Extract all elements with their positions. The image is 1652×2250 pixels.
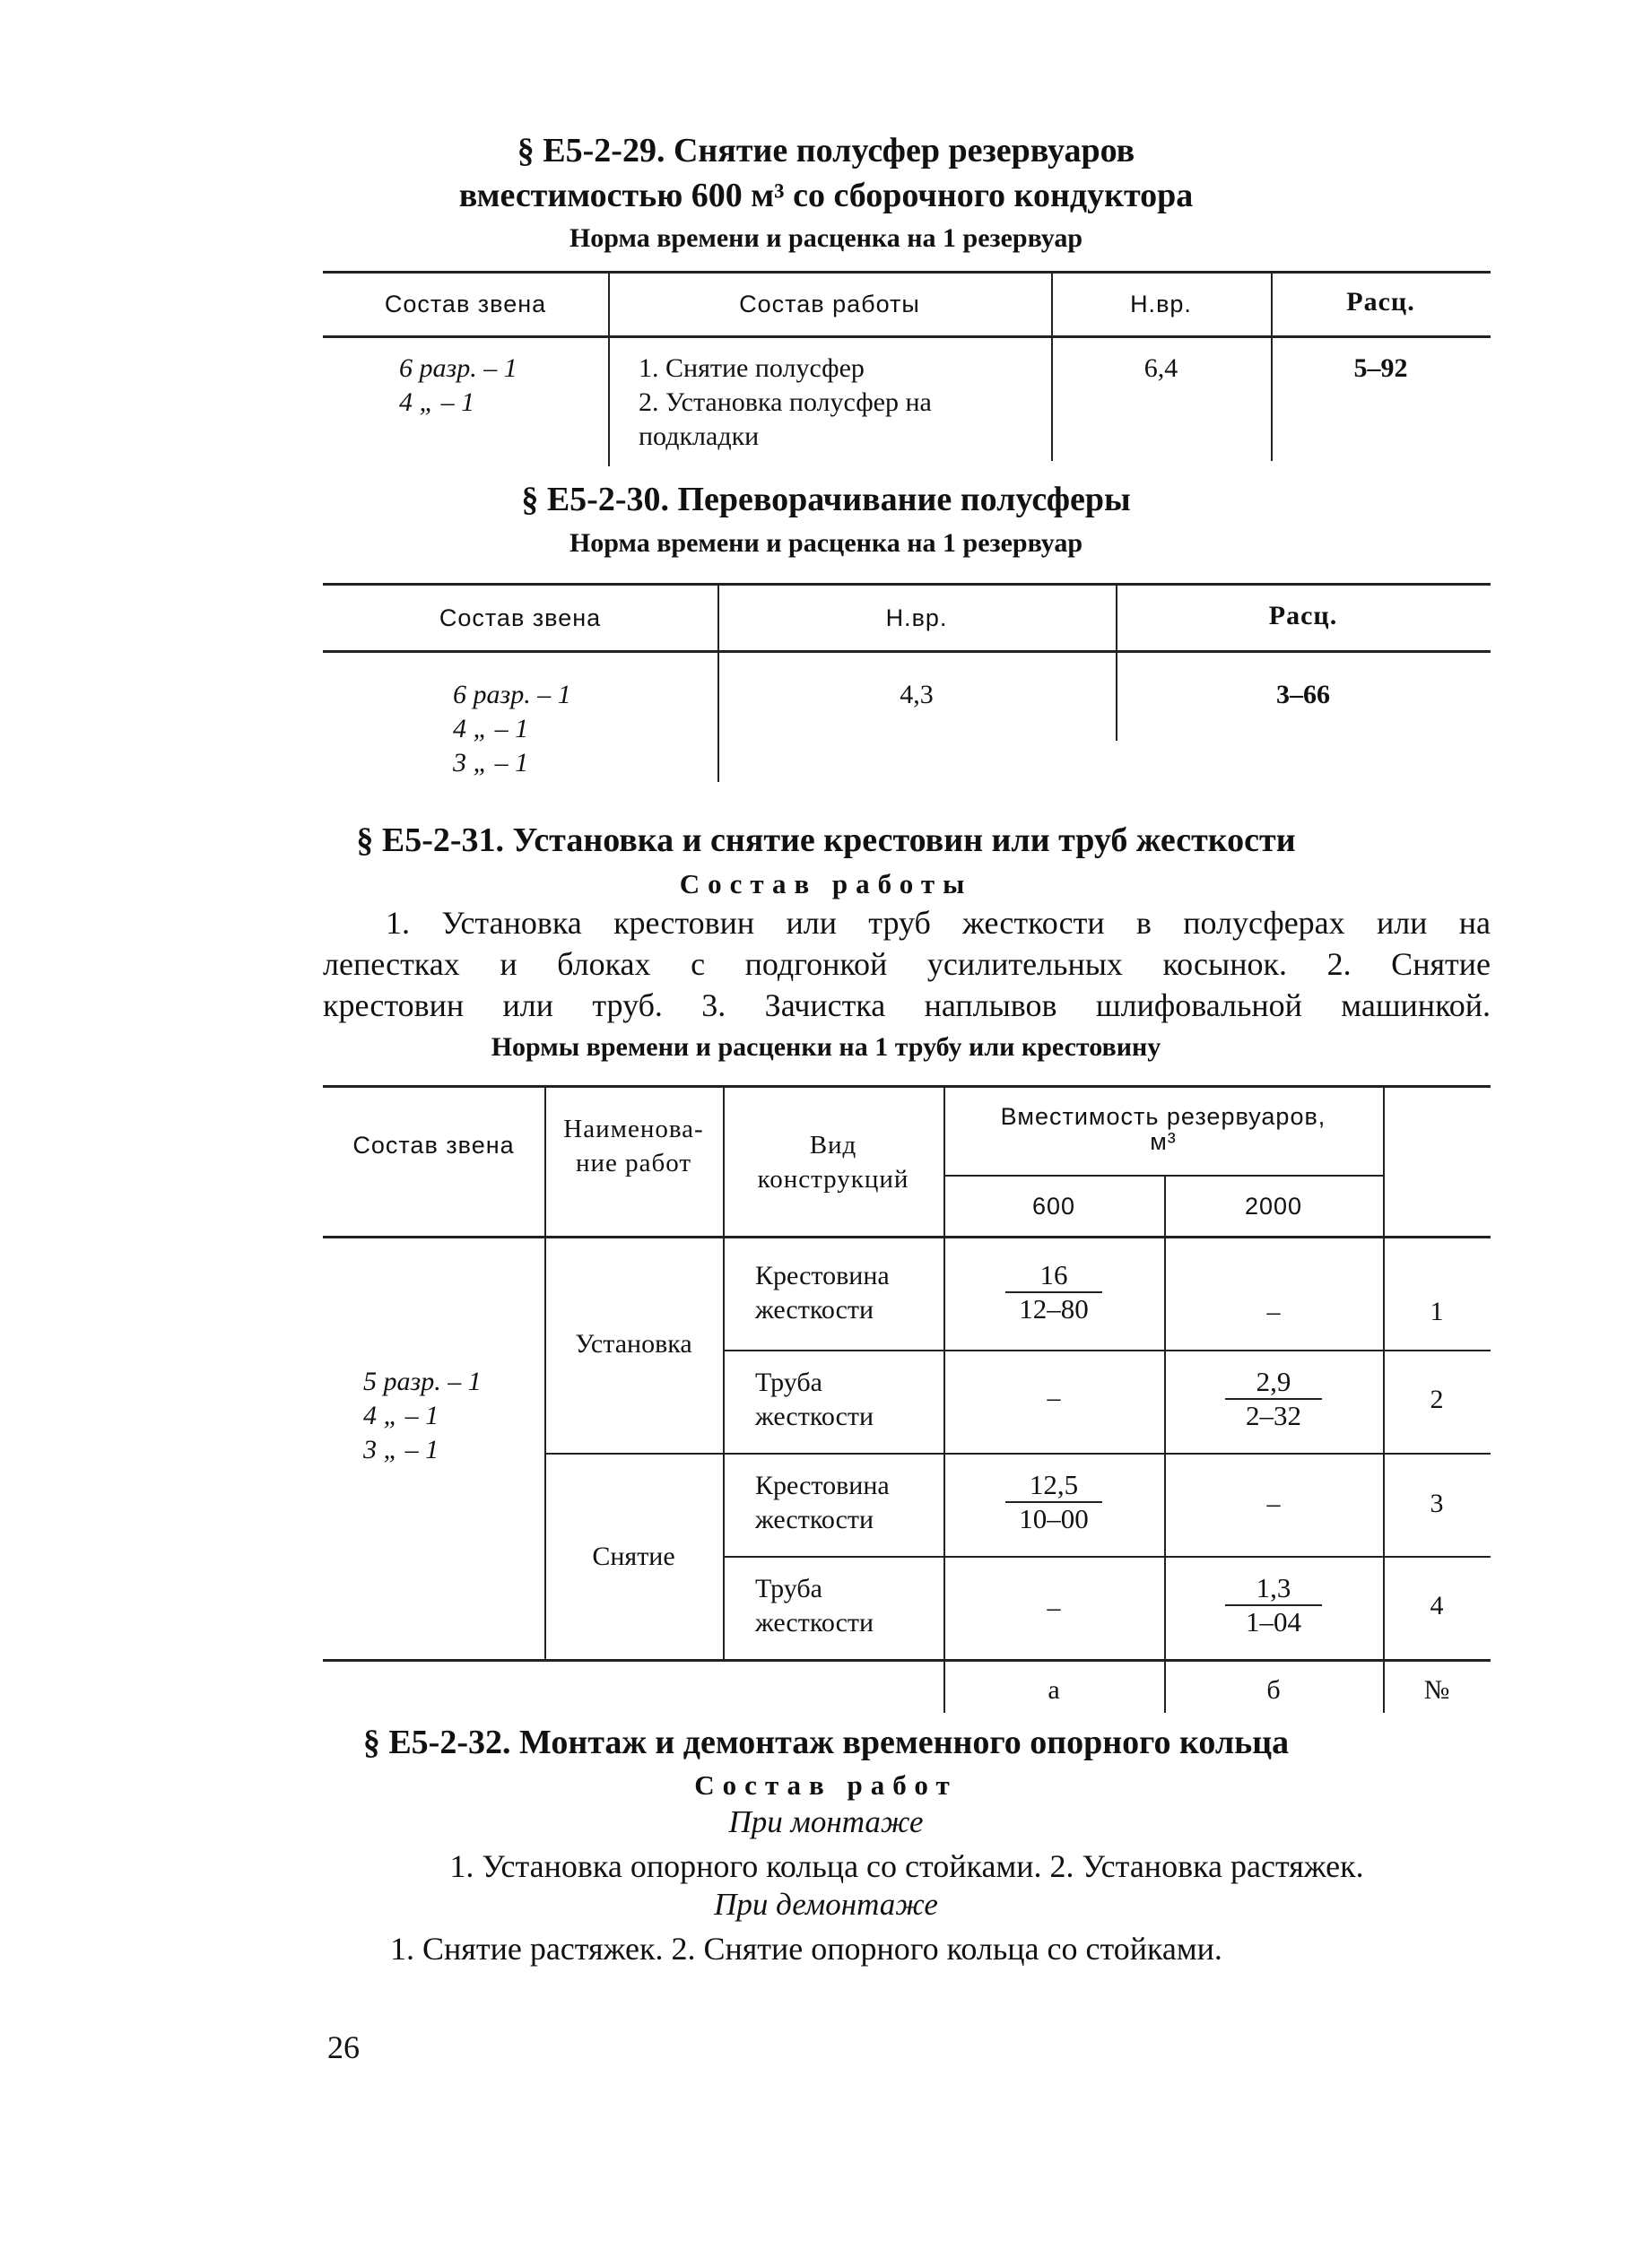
table-29-crew-1: 6 разр. – 1	[399, 353, 517, 383]
table-30-crew-1: 6 разр. – 1	[453, 680, 571, 709]
table-29-header-work: Состав работы	[739, 291, 920, 317]
table-31-group-install: Установка	[575, 1329, 692, 1359]
table-29-work-3: подкладки	[639, 421, 760, 451]
table-30-crew-3: 3 „ – 1	[453, 748, 529, 778]
table-30-norm: 4,3	[900, 680, 934, 709]
page-number: 26	[327, 2029, 360, 2065]
table-31-header-construction: Вид конструкций	[757, 1131, 909, 1194]
section-31-title: § Е5-2-31. Установка и снятие крестовин или труб жесткости	[356, 821, 1296, 859]
table-31-footer-b: б	[1266, 1675, 1281, 1705]
section-29-title: § Е5-2-29. Снятие полусфер резервуаров вместимостью 600 м³ со сборочного кондуктора	[458, 132, 1194, 214]
table-31-crew-1: 5 разр. – 1	[363, 1367, 482, 1396]
table-31-header-600: 600	[1031, 1193, 1076, 1220]
table-30-header-rate: Расц.	[1268, 601, 1338, 630]
table-31-group-remove: Снятие	[592, 1542, 675, 1571]
section-32-title: § Е5-2-32. Монтаж и демонтаж временного опорного кольца	[362, 1724, 1290, 1761]
table-31-header-work-name: Наименова- ние работ	[563, 1115, 704, 1177]
table-29-work-2: 2. Установка полусфер на	[639, 387, 932, 417]
table-31-r3-600: 12,5 10–00	[1000, 1469, 1108, 1535]
table-29-crew-2: 4 „ – 1	[399, 387, 475, 417]
table-29-header-norm: Н.вр.	[1130, 291, 1192, 317]
table-31-r2-2000: 2,9 2–32	[1220, 1366, 1327, 1432]
section-32-work-heading: Состав работ	[694, 1769, 958, 1801]
table-29-norm: 6,4	[1143, 353, 1178, 383]
table-29-work-1: 1. Снятие полусфер	[639, 353, 865, 383]
section-31-work-text: 1. Установка крестовин или труб жесткости в полусферах или на лепестках и блоках с подгонкой усилительных косынок. 2. Снятие крестовин или труб. 3. Зачистка наплывов шлифовальной машинкой.	[323, 905, 1491, 1023]
table-31-r4-2000: 1,3 1–04	[1220, 1572, 1327, 1638]
document-page: § Е5-2-29. Снятие полусфер резервуаров вместимостью 600 м³ со сборочного кондуктора Норма времени и расценка на 1 резервуар Состав звена Состав работы Н.вр. Расц. 6 разр. – 1 4 „ – 1 1. Снятие полусфер 2. Установка полусфер на подкладки 6,4 5–92 § Е5-2-30. Переворачивание полусферы Норма времени и расценка на 1 резервуар Состав звена Н.вр. Расц. 6 разр. – 1 4 „ – 1 3 „ – 1 4,3 3–66 § Е5-2-31. Установка и снятие крестовин или труб жесткости Состав работы 1. Установка крестовин или труб жесткости в полусферах или на лепестках и блоках с подгонкой усилительных косынок. 2. Снятие крестовин или труб. 3. Зачистка наплывов шлифовальной машинкой. Нормы времени и расценки на 1 трубу или крестовину Состав звена Наименова- ние работ Вид конструкций Вместимость резервуаров, м³ 600 2000 5 разр. – 1 4 „ – 1 3 „ – 1 Установка Снятие Крестовина жесткости 16 12–80 – 1 Труба жесткости – 2,9 2–32 2 Крестовина жесткости 12,5 10–00 – 3 Труба жесткости – 1,3 1–04 4 а б № § Е5-2-32. Монтаж и демонтаж временного опорного кольца Состав работ При монтаже 1. Установка опорного кольца со стойками. 2. Установка растяжек. При демонтаже 1. Снятие растяжек. 2. Снятие опорного кольца со стойками. 26	[0, 0, 1652, 2250]
table-31-crew-2: 4 „ – 1	[363, 1401, 439, 1430]
table-31-footer-a: а	[1048, 1675, 1060, 1705]
section-30-subtitle: Норма времени и расценка на 1 резервуар	[569, 528, 1083, 558]
section-30-title: § Е5-2-30. Переворачивание полусферы	[521, 481, 1131, 518]
table-31-header-2000: 2000	[1244, 1193, 1303, 1220]
section-32-mount-text: 1. Установка опорного кольца со стойками. 2. Установка растяжек.	[449, 1848, 1364, 1884]
section-32-dismount-heading: При демонтаже	[714, 1887, 938, 1922]
table-30-header-norm: Н.вр.	[885, 604, 948, 631]
section-31-subtitle: Нормы времени и расценки на 1 трубу или крестовину	[491, 1032, 1161, 1062]
table-31-footer-no: №	[1423, 1675, 1450, 1705]
section-32-mount-heading: При монтаже	[728, 1804, 924, 1839]
table-30-crew-2: 4 „ – 1	[453, 714, 529, 743]
section-32-dismount-text: 1. Снятие растяжек. 2. Снятие опорного кольца со стойками.	[390, 1931, 1222, 1967]
table-31-r1-600: 16 12–80	[1000, 1259, 1108, 1325]
table-30-header-crew: Состав звена	[439, 604, 602, 631]
section-29-subtitle: Норма времени и расценка на 1 резервуар	[569, 223, 1083, 253]
table-29-header-crew: Состав звена	[384, 291, 547, 317]
table-30-rate: 3–66	[1276, 680, 1330, 709]
table-31-header-capacity: Вместимость резервуаров, м³	[1000, 1103, 1326, 1155]
table-31-header-crew: Состав звена	[352, 1132, 515, 1159]
table-31-crew-3: 3 „ – 1	[363, 1435, 439, 1464]
table-29-rate: 5–92	[1353, 353, 1408, 383]
section-31-work-heading: Состав работы	[679, 868, 973, 899]
table-29-header-rate: Расц.	[1346, 287, 1415, 317]
